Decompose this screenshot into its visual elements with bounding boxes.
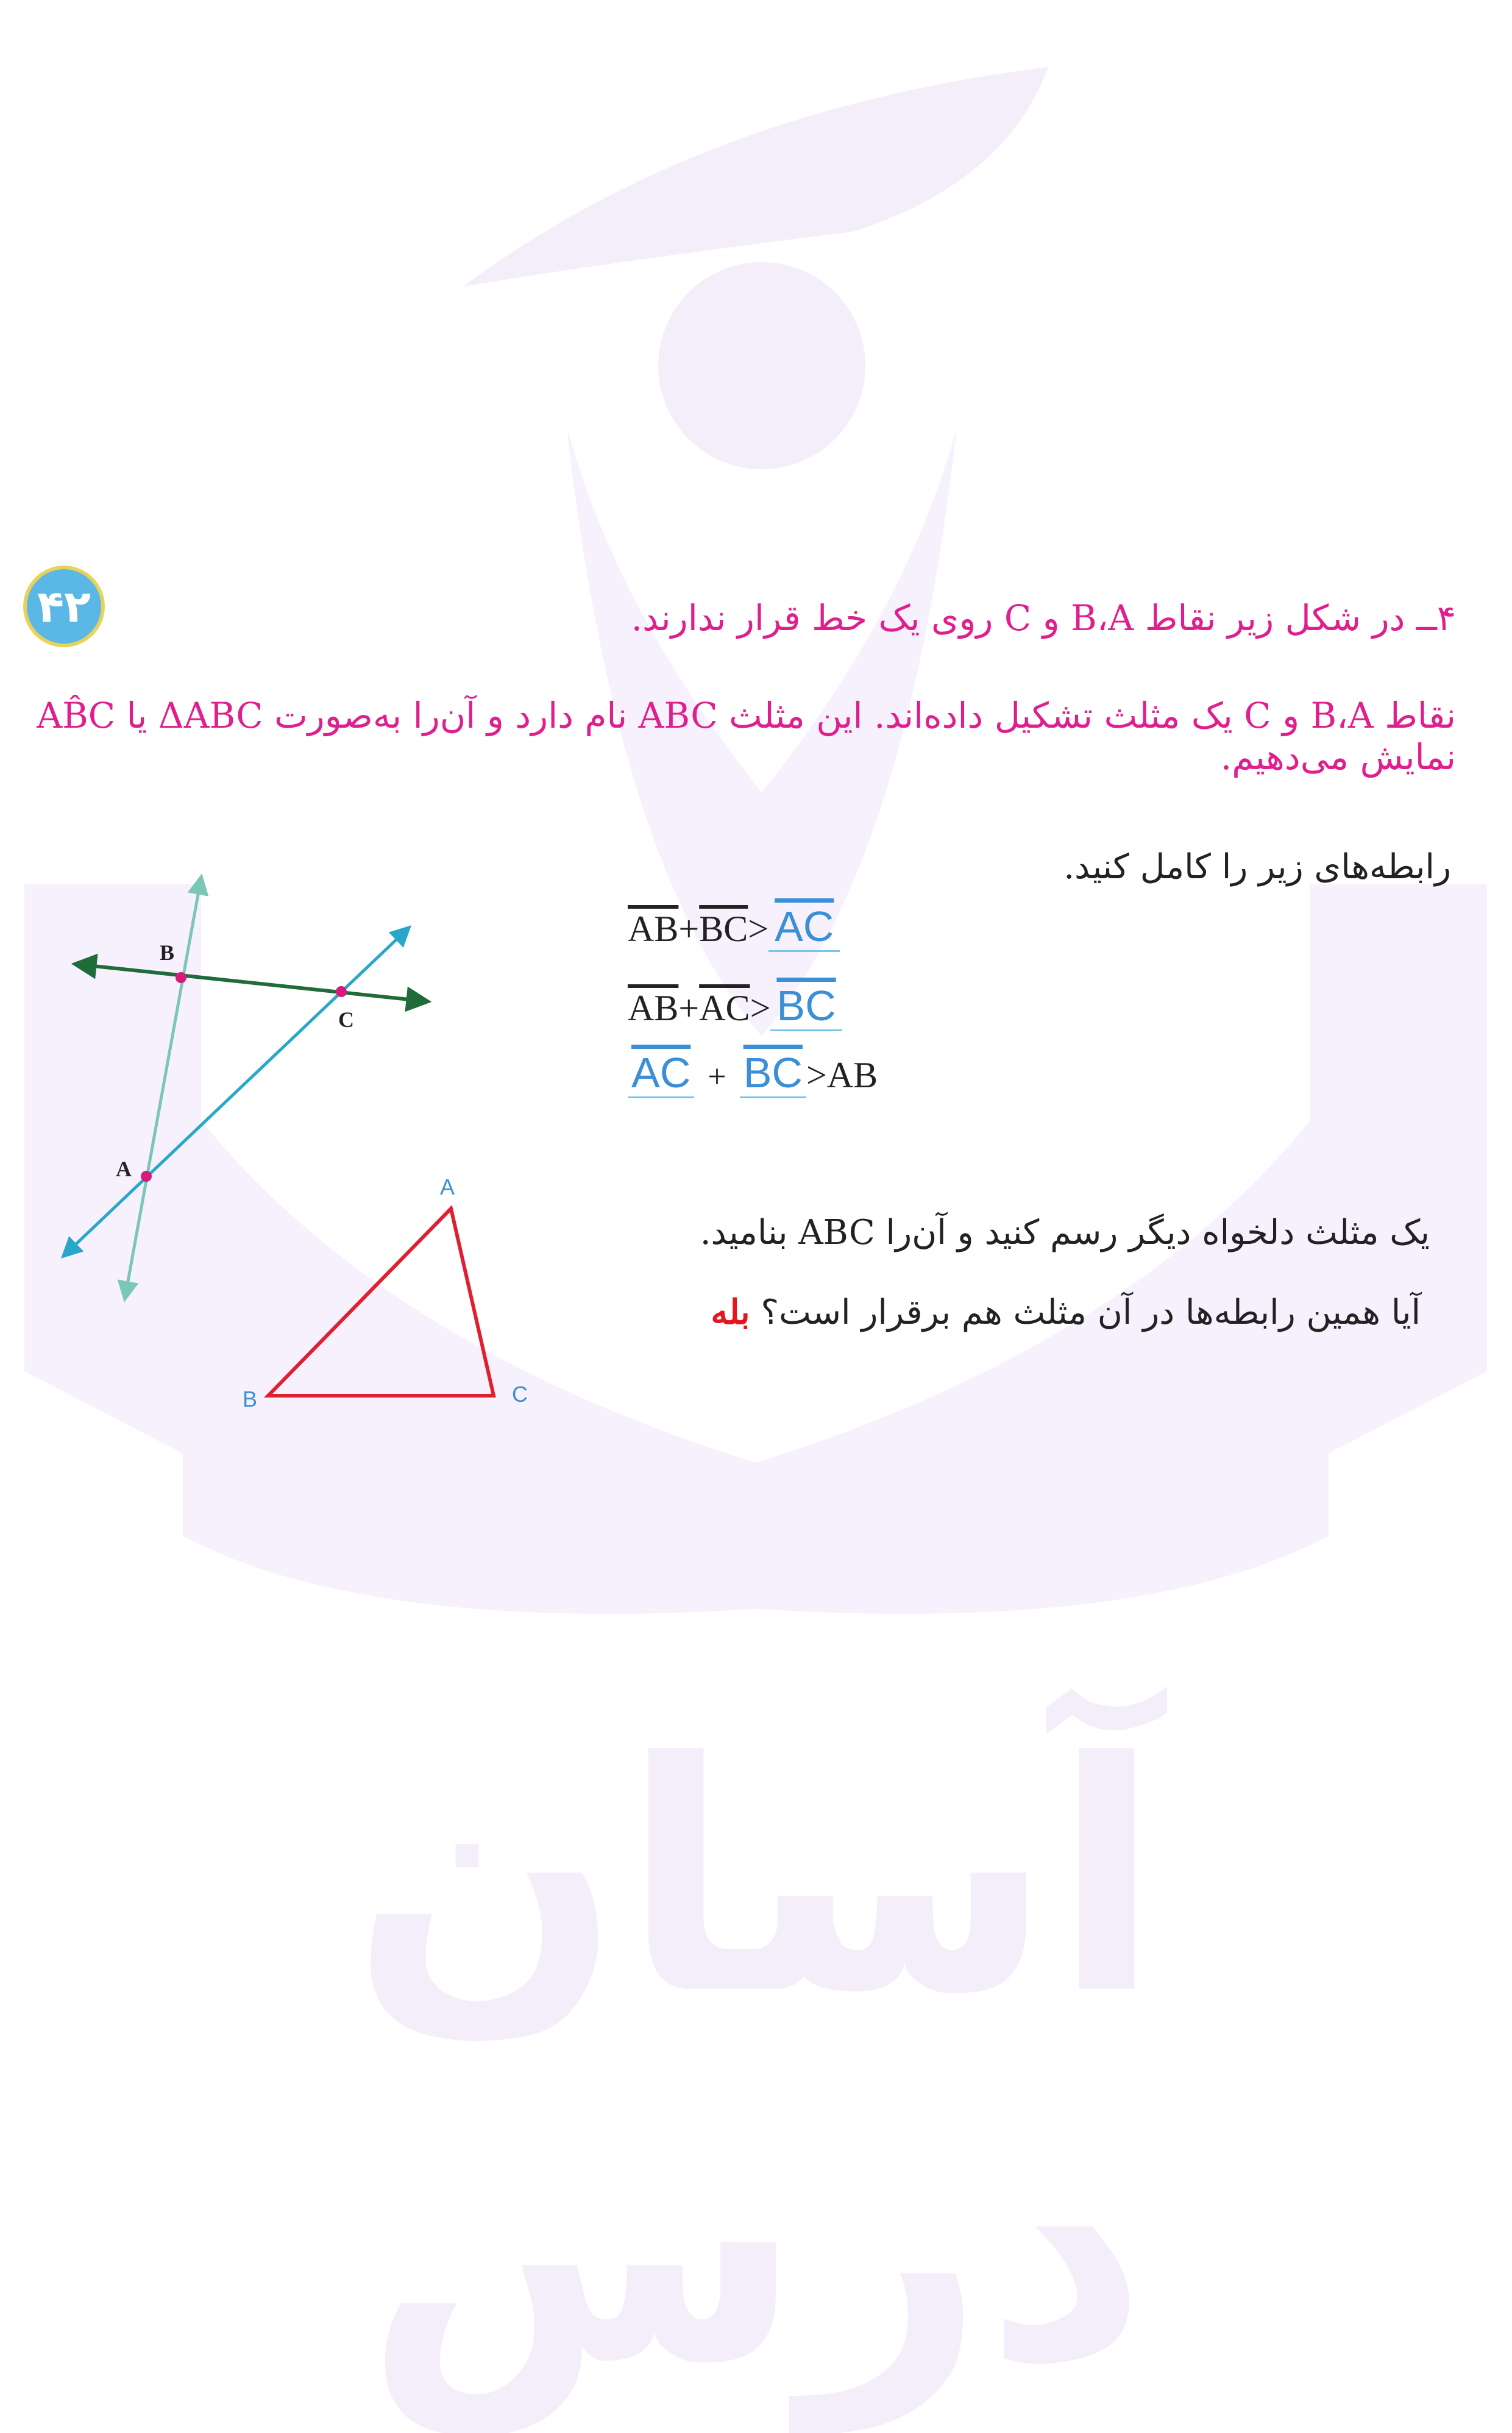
segment-bc: $\overline{BC}$ (699, 909, 748, 949)
relation-2 (628, 981, 842, 1030)
greater-than-sign: > (806, 1055, 827, 1095)
segment-ab: AB (826, 1055, 878, 1095)
label-point-c: C (338, 1007, 354, 1032)
task-question: آیا همین رابطه‌ها در آن مثلث هم برقرار است؟ (761, 1293, 1421, 1332)
segment-ab: $\overline{AB}$ (628, 988, 679, 1028)
answer-segment-bc: $\overline{BC}$ (740, 1049, 806, 1098)
line-bc (76, 964, 427, 1001)
label-point-b: B (160, 940, 175, 965)
task-answer: بله (711, 1292, 750, 1332)
task-line-2 (628, 1292, 1421, 1332)
point-b (176, 972, 186, 983)
point-c (336, 986, 347, 997)
answer-segment-bc: $\overline{BC}$ (770, 982, 842, 1031)
page-number-badge: ۴۲ (23, 566, 105, 647)
relation-1 (628, 902, 840, 951)
plus-sign: + (678, 909, 700, 949)
label-vertex-b: B (243, 1387, 258, 1412)
triangle-abc (268, 1209, 494, 1396)
label-point-a: A (116, 1157, 132, 1181)
answer-segment-ac: $\overline{AC}$ (768, 903, 840, 952)
question-line-2: نقاط B،A و C یک مثلث تشکیل داده‌اند. این مثلث ABC نام دارد و آن‌را به‌صورت ΔABC یا AB̂C نمایش می‌دهیم. (37, 695, 1456, 778)
plus-sign: + (678, 988, 700, 1028)
greater-than-sign: > (750, 988, 771, 1028)
plus-sign: + (708, 1058, 726, 1095)
label-vertex-a: A (440, 1174, 455, 1199)
task-line-1: یک مثلث دلخواه دیگر رسم کنید و آن‌را ABC بنامید. (700, 1213, 1430, 1252)
triangle-figure (232, 1158, 536, 1426)
segment-ac: $\overline{AC}$ (699, 988, 750, 1028)
watermark-text: آسان درس (351, 1694, 1161, 2433)
point-a (141, 1171, 152, 1182)
answer-segment-ac: $\overline{AC}$ (628, 1049, 694, 1098)
label-vertex-c: C (512, 1382, 528, 1407)
greater-than-sign: > (748, 909, 769, 949)
segment-ab: $\overline{AB}$ (628, 909, 679, 949)
question-line-1: ۴ــ در شکل زیر نقاط B،A و C روی یک خط قرار ندارند. (631, 597, 1456, 639)
instruction-text: رابطه‌های زیر را کامل کنید. (1063, 847, 1451, 887)
relation-3 (628, 1048, 878, 1097)
